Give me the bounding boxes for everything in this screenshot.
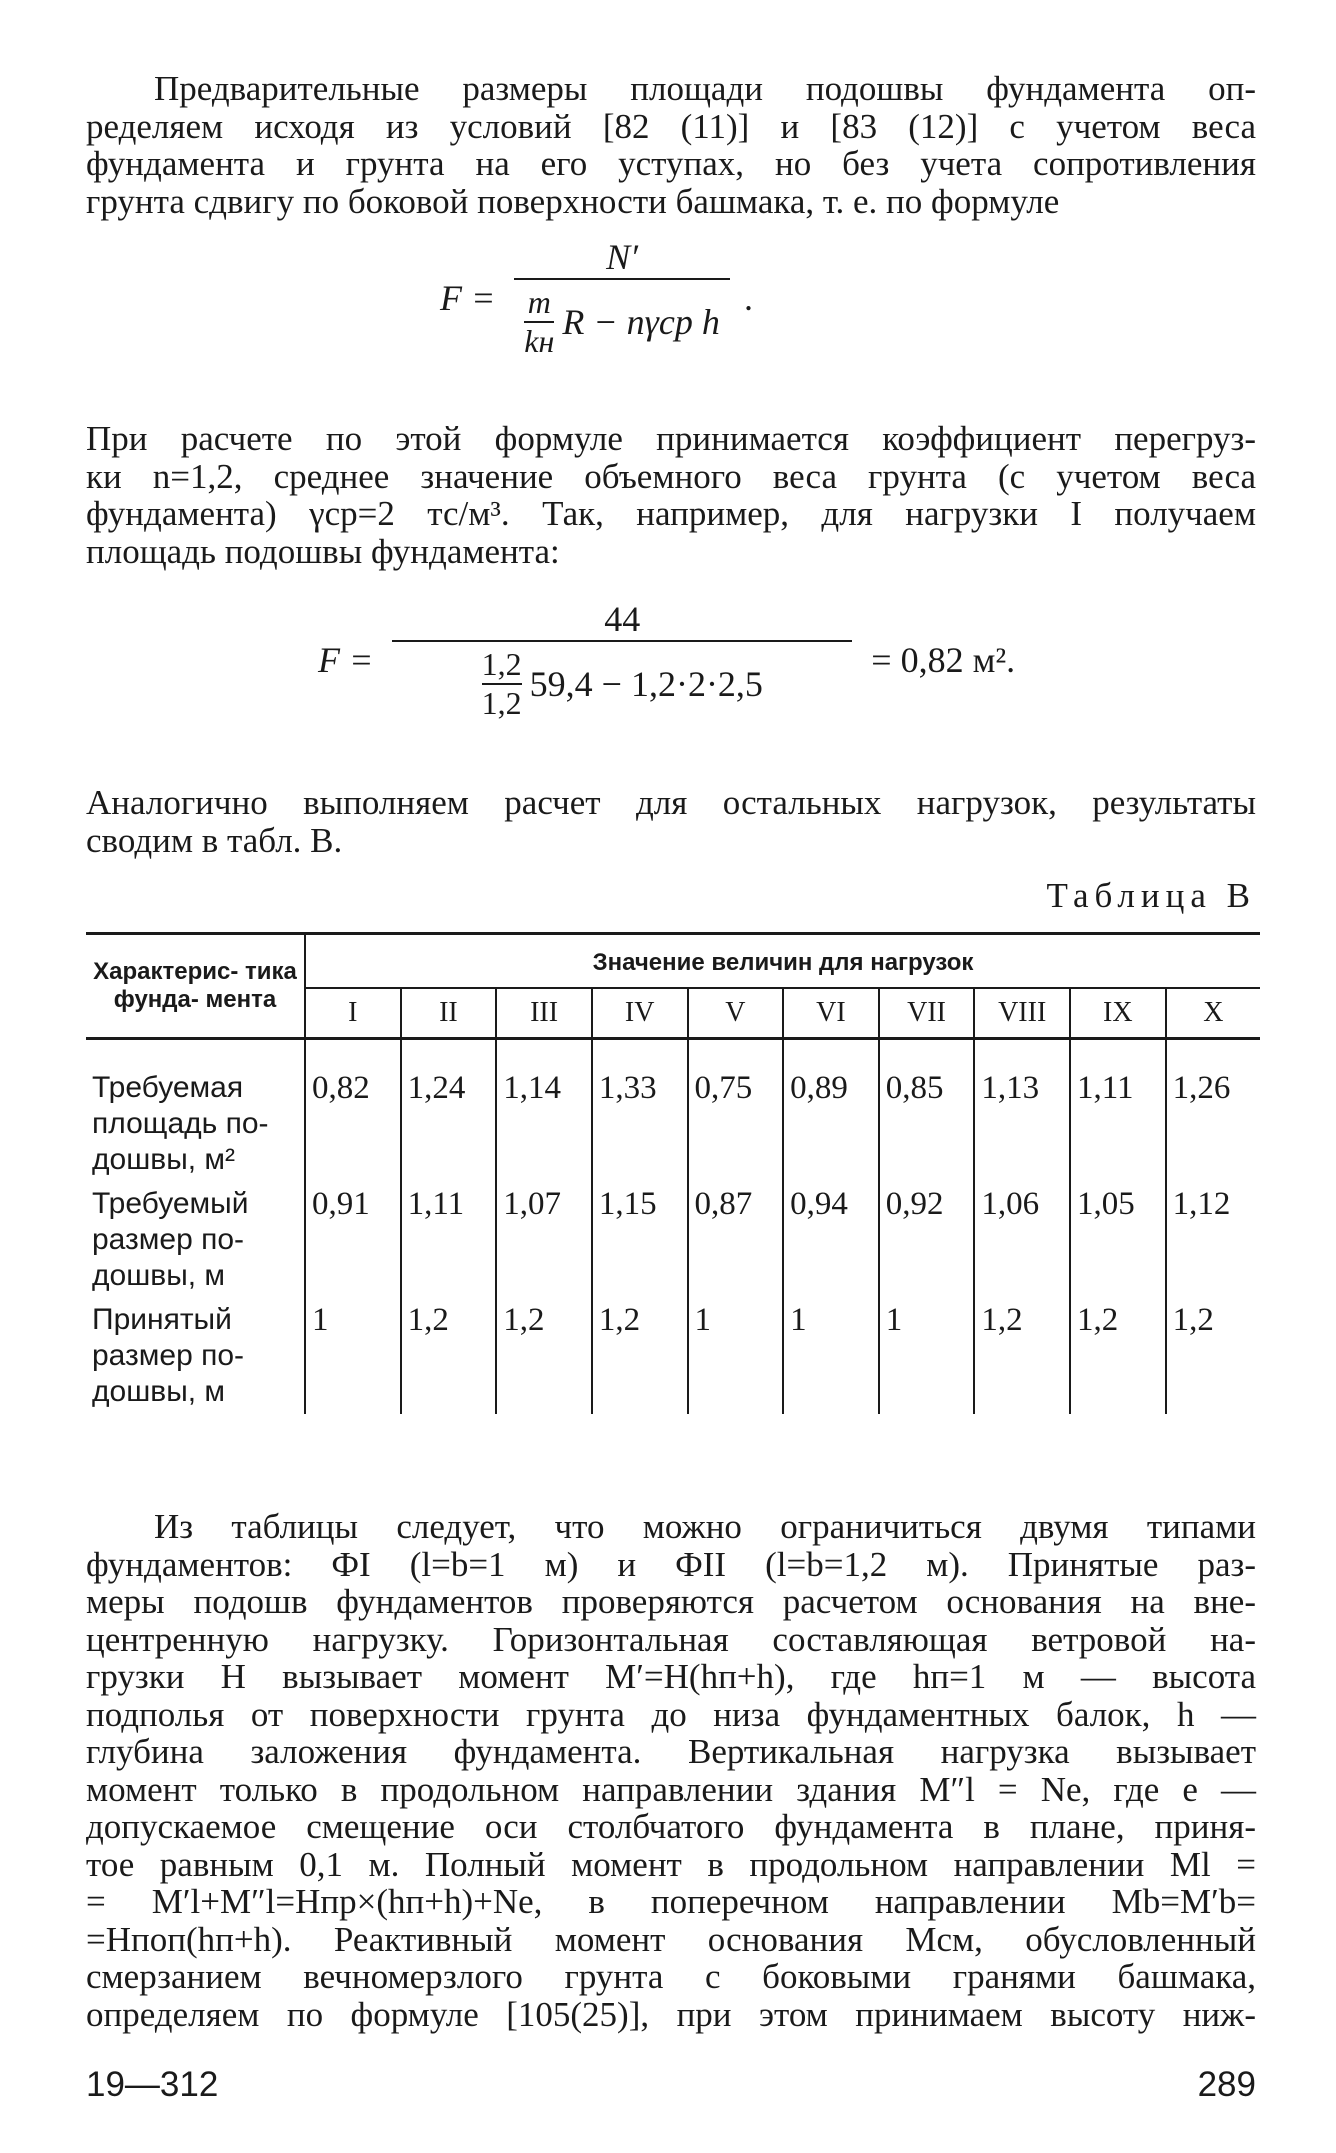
text-line: фундаментов: ФI (l=b=1 м) и ФII (l=b=1,2 м). Принятые раз-	[86, 1544, 1256, 1584]
text-line: меры подошв фундаментов проверяются расчетом основания на вне-	[86, 1582, 1256, 1621]
table-cell: 1,2	[496, 1298, 592, 1414]
table-cell: 1,2	[592, 1298, 688, 1414]
table-cell: 1	[783, 1298, 879, 1414]
table-cell: 1,11	[1070, 1039, 1166, 1183]
row-label: Требуемый размер по- дошвы, м	[92, 1187, 249, 1292]
table-cell: 1	[688, 1298, 784, 1414]
table-cell: 1,14	[496, 1039, 592, 1183]
table-cell: 1,26	[1172, 1070, 1231, 1106]
table-cell: 1,15	[592, 1182, 688, 1298]
printer-signature: 19—312	[86, 2065, 219, 2104]
table-cell: 1,2	[974, 1298, 1070, 1414]
text-line: сводим в табл. В.	[86, 820, 343, 860]
table-row	[86, 1182, 1260, 1298]
formula-fraction	[514, 236, 730, 360]
table-caption: Таблица В	[1046, 876, 1256, 915]
table-cell: 0,75	[688, 1039, 784, 1183]
calculation-formula	[318, 598, 1015, 722]
table-cell: 1,06	[974, 1182, 1070, 1298]
table-cell: 1,2	[401, 1298, 497, 1414]
table-cell: 1	[305, 1298, 401, 1414]
table-cell: 0,92	[879, 1182, 975, 1298]
column-header: IV	[592, 988, 688, 1039]
table-cell: 1,11	[401, 1182, 497, 1298]
table-cell: 1,2	[1070, 1298, 1166, 1414]
text-line: ределяем исходя из условий [82 (11)] и [83 (12)] с учетом веса	[86, 106, 1256, 146]
table-cell: 1	[879, 1298, 975, 1414]
formula-lhs: F =	[440, 278, 496, 318]
text-line: центренную нагрузку. Горизонтальная составляющая ветровой на-	[86, 1619, 1256, 1659]
column-header: I	[305, 988, 401, 1039]
coefficient-numerator: m	[527, 284, 551, 320]
table-cell: 0,87	[688, 1182, 784, 1298]
text-line: Предварительные размеры площади подошвы фундамента оп-	[154, 69, 1256, 108]
table-cell: 1,13	[974, 1039, 1070, 1183]
table-cell: 1,33	[592, 1039, 688, 1183]
text-line: подполья от поверхности грунта до низа фундаментных балок, h —	[86, 1694, 1256, 1734]
text-line: тое равным 0,1 м. Полный момент в продольном направлении Ml =	[86, 1844, 1256, 1884]
text-line: =Hпоп(hп+h). Реактивный момент основания Mсм, обусловленный	[86, 1919, 1256, 1959]
table-cell: 1,07	[496, 1182, 592, 1298]
denominator-rest: 59,4 − 1,2·2·2,5	[529, 664, 763, 704]
table-cell: 0,94	[783, 1182, 879, 1298]
table-cell: 1,05	[1070, 1182, 1166, 1298]
text-line: допускаемое смещение оси столбчатого фундамента в плане, приня-	[86, 1807, 1256, 1846]
table-cell: 0,89	[783, 1039, 879, 1183]
formula-fraction	[392, 598, 852, 722]
text-line: ки n=1,2, среднее значение объемного веса грунта (с учетом веса	[86, 456, 1256, 496]
formula-lhs: F =	[318, 640, 374, 680]
text-line: площадь подошвы фундамента:	[86, 531, 560, 571]
formula-result: = 0,82 м².	[871, 640, 1016, 680]
paragraph-1	[86, 70, 1256, 220]
column-header: VI	[783, 988, 879, 1039]
text-line: смерзанием вечномерзлого грунта с боковыми гранями башмака,	[86, 1957, 1256, 1996]
text-line: момент только в продольном направлении здания M″l = Ne, где e —	[86, 1769, 1256, 1809]
column-header: VII	[879, 988, 975, 1039]
column-header: II	[401, 988, 497, 1039]
text-line: При расчете по этой формуле принимается коэффициент перегруз-	[86, 419, 1256, 458]
column-header: VIII	[974, 988, 1070, 1039]
paragraph-2	[86, 420, 1256, 570]
formula-numerator: N′	[606, 237, 638, 277]
text-line: Аналогично выполняем расчет для остальных нагрузок, результаты	[86, 783, 1256, 822]
paragraph-3	[86, 784, 1256, 859]
text-line: = M′l+M″l=Hпр×(hп+h)+Ne, в поперечном направлении Mb=M′b=	[86, 1882, 1256, 1921]
table-cell: 0,85	[879, 1039, 975, 1183]
row-label: Принятый размер по- дошвы, м	[92, 1303, 245, 1408]
formula-numerator: 44	[604, 599, 641, 639]
column-header: IX	[1070, 988, 1166, 1039]
table-cell: 0,91	[305, 1182, 401, 1298]
coefficient-fraction	[482, 646, 522, 722]
coefficient-denominator: 1,2	[481, 685, 522, 721]
table-cell: 1,12	[1172, 1186, 1231, 1222]
page-number: 289	[1197, 2065, 1256, 2104]
results-table	[86, 932, 1260, 1414]
paragraph-4	[86, 1508, 1256, 2033]
row-label: Требуемая площадь по- дошвы, м²	[92, 1071, 269, 1176]
table-row	[86, 1298, 1260, 1414]
load-group-header: Значение величин для нагрузок	[305, 934, 1260, 989]
formula-denominator	[514, 280, 730, 360]
formula-area	[440, 236, 754, 360]
text-line: Из таблицы следует, что можно ограничиться двумя типами	[154, 1507, 1256, 1546]
column-header: X	[1203, 997, 1224, 1028]
table-cell: 0,82	[305, 1039, 401, 1183]
denominator-rest: R − nγср h	[562, 302, 720, 342]
text-line: фундамента) γср=2 тс/м³. Так, например, для нагрузки I получаем	[86, 494, 1256, 533]
coefficient-denominator: kн	[524, 323, 555, 359]
table-cell: 1,2	[1172, 1302, 1214, 1338]
text-line: определяем по формуле [105(25)], при этом принимаем высоту ниж-	[86, 1994, 1256, 2034]
coefficient-fraction	[524, 284, 554, 360]
column-header: V	[688, 988, 784, 1039]
text-line: глубина заложения фундамента. Вертикальная нагрузка вызывает	[86, 1732, 1256, 1771]
text-line: фундамента и грунта на его уступах, но без учета сопротивления	[86, 144, 1256, 183]
table-cell: 1,24	[401, 1039, 497, 1183]
characteristic-header: Характерис- тика фунда- мента	[86, 934, 305, 1039]
table-row	[86, 1039, 1260, 1183]
formula-denominator	[472, 642, 773, 722]
formula-tail: .	[744, 278, 754, 318]
coefficient-numerator: 1,2	[481, 646, 522, 682]
column-header: III	[496, 988, 592, 1039]
text-line: грунта сдвигу по боковой поверхности башмака, т. е. по формуле	[86, 181, 1060, 221]
text-line: грузки H вызывает момент M′=H(hп+h), где hп=1 м — высота	[86, 1657, 1256, 1696]
